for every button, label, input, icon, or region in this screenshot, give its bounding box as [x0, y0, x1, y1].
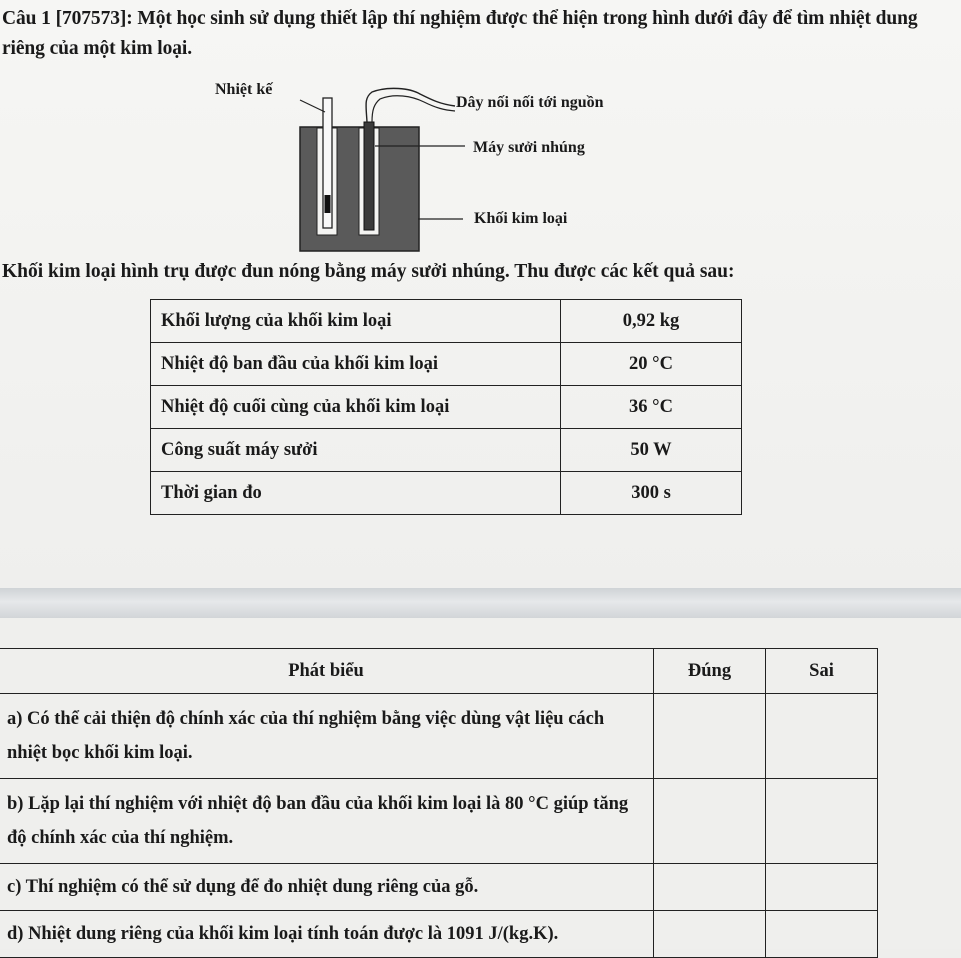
result-value: 300 s [561, 472, 742, 515]
table-row [151, 472, 742, 515]
table-row [0, 911, 878, 958]
answer-false-cell[interactable] [766, 694, 878, 779]
result-label: Nhiệt độ cuối cùng của khối kim loại [151, 386, 561, 429]
page-separator-band [0, 588, 961, 618]
answer-false-cell[interactable] [766, 911, 878, 958]
statement-d: d) Nhiệt dung riêng của khối kim loại tính toán được là 1091 J/(kg.K). [0, 911, 654, 958]
answer-false-cell[interactable] [766, 864, 878, 911]
question-title: Câu 1 [707573]: Một học sinh sử dụng thiết lập thí nghiệm được thể hiện trong hình dưới đây để tìm nhiệt dung riêng của một kim loại. [2, 8, 918, 59]
header-false: Sai [766, 649, 878, 694]
result-label: Khối lượng của khối kim loại [151, 300, 561, 343]
statement-b: b) Lặp lại thí nghiệm với nhiệt độ ban đầu của khối kim loại là 80 °C giúp tăng độ chính xác của thí nghiệm. [0, 779, 654, 864]
statements-header-row [0, 649, 878, 694]
result-label: Thời gian đo [151, 472, 561, 515]
table-row [151, 343, 742, 386]
result-label: Công suất máy sưởi [151, 429, 561, 472]
leader-thermometer [300, 100, 325, 112]
statement-c: c) Thí nghiệm có thể sử dụng để đo nhiệt dung riêng của gỗ. [0, 864, 654, 911]
heater-wire-2 [372, 96, 455, 122]
table-row [0, 694, 878, 779]
result-value: 0,92 kg [561, 300, 742, 343]
label-heater: Máy sưởi nhúng [473, 139, 585, 156]
table-row [151, 429, 742, 472]
table-row [0, 779, 878, 864]
label-thermometer: Nhiệt kế [215, 81, 273, 98]
question-intro: Khối kim loại hình trụ được đun nóng bằng máy sưởi nhúng. Thu được các kết quả sau: [2, 261, 735, 282]
result-value: 36 °C [561, 386, 742, 429]
result-value: 20 °C [561, 343, 742, 386]
table-row [0, 864, 878, 911]
answer-true-cell[interactable] [654, 694, 766, 779]
answer-true-cell[interactable] [654, 911, 766, 958]
thermometer-bulb [325, 195, 331, 213]
header-statement: Phát biểu [0, 649, 654, 694]
answer-true-cell[interactable] [654, 779, 766, 864]
answer-false-cell[interactable] [766, 779, 878, 864]
answer-true-cell[interactable] [654, 864, 766, 911]
result-label: Nhiệt độ ban đầu của khối kim loại [151, 343, 561, 386]
heater-wire [366, 88, 455, 122]
header-true: Đúng [654, 649, 766, 694]
label-block: Khối kim loại [474, 210, 568, 227]
immersion-heater [364, 122, 374, 230]
result-value: 50 W [561, 429, 742, 472]
statement-a: a) Có thể cải thiện độ chính xác của thí nghiệm bằng việc dùng vật liệu cách nhiệt bọc khối kim loại. [0, 694, 654, 779]
statements-table [0, 648, 878, 958]
label-wire: Dây nối nối tới nguồn [456, 94, 604, 111]
table-row [151, 300, 742, 343]
results-table [150, 299, 742, 515]
experiment-diagram [0, 0, 961, 260]
table-row [151, 386, 742, 429]
